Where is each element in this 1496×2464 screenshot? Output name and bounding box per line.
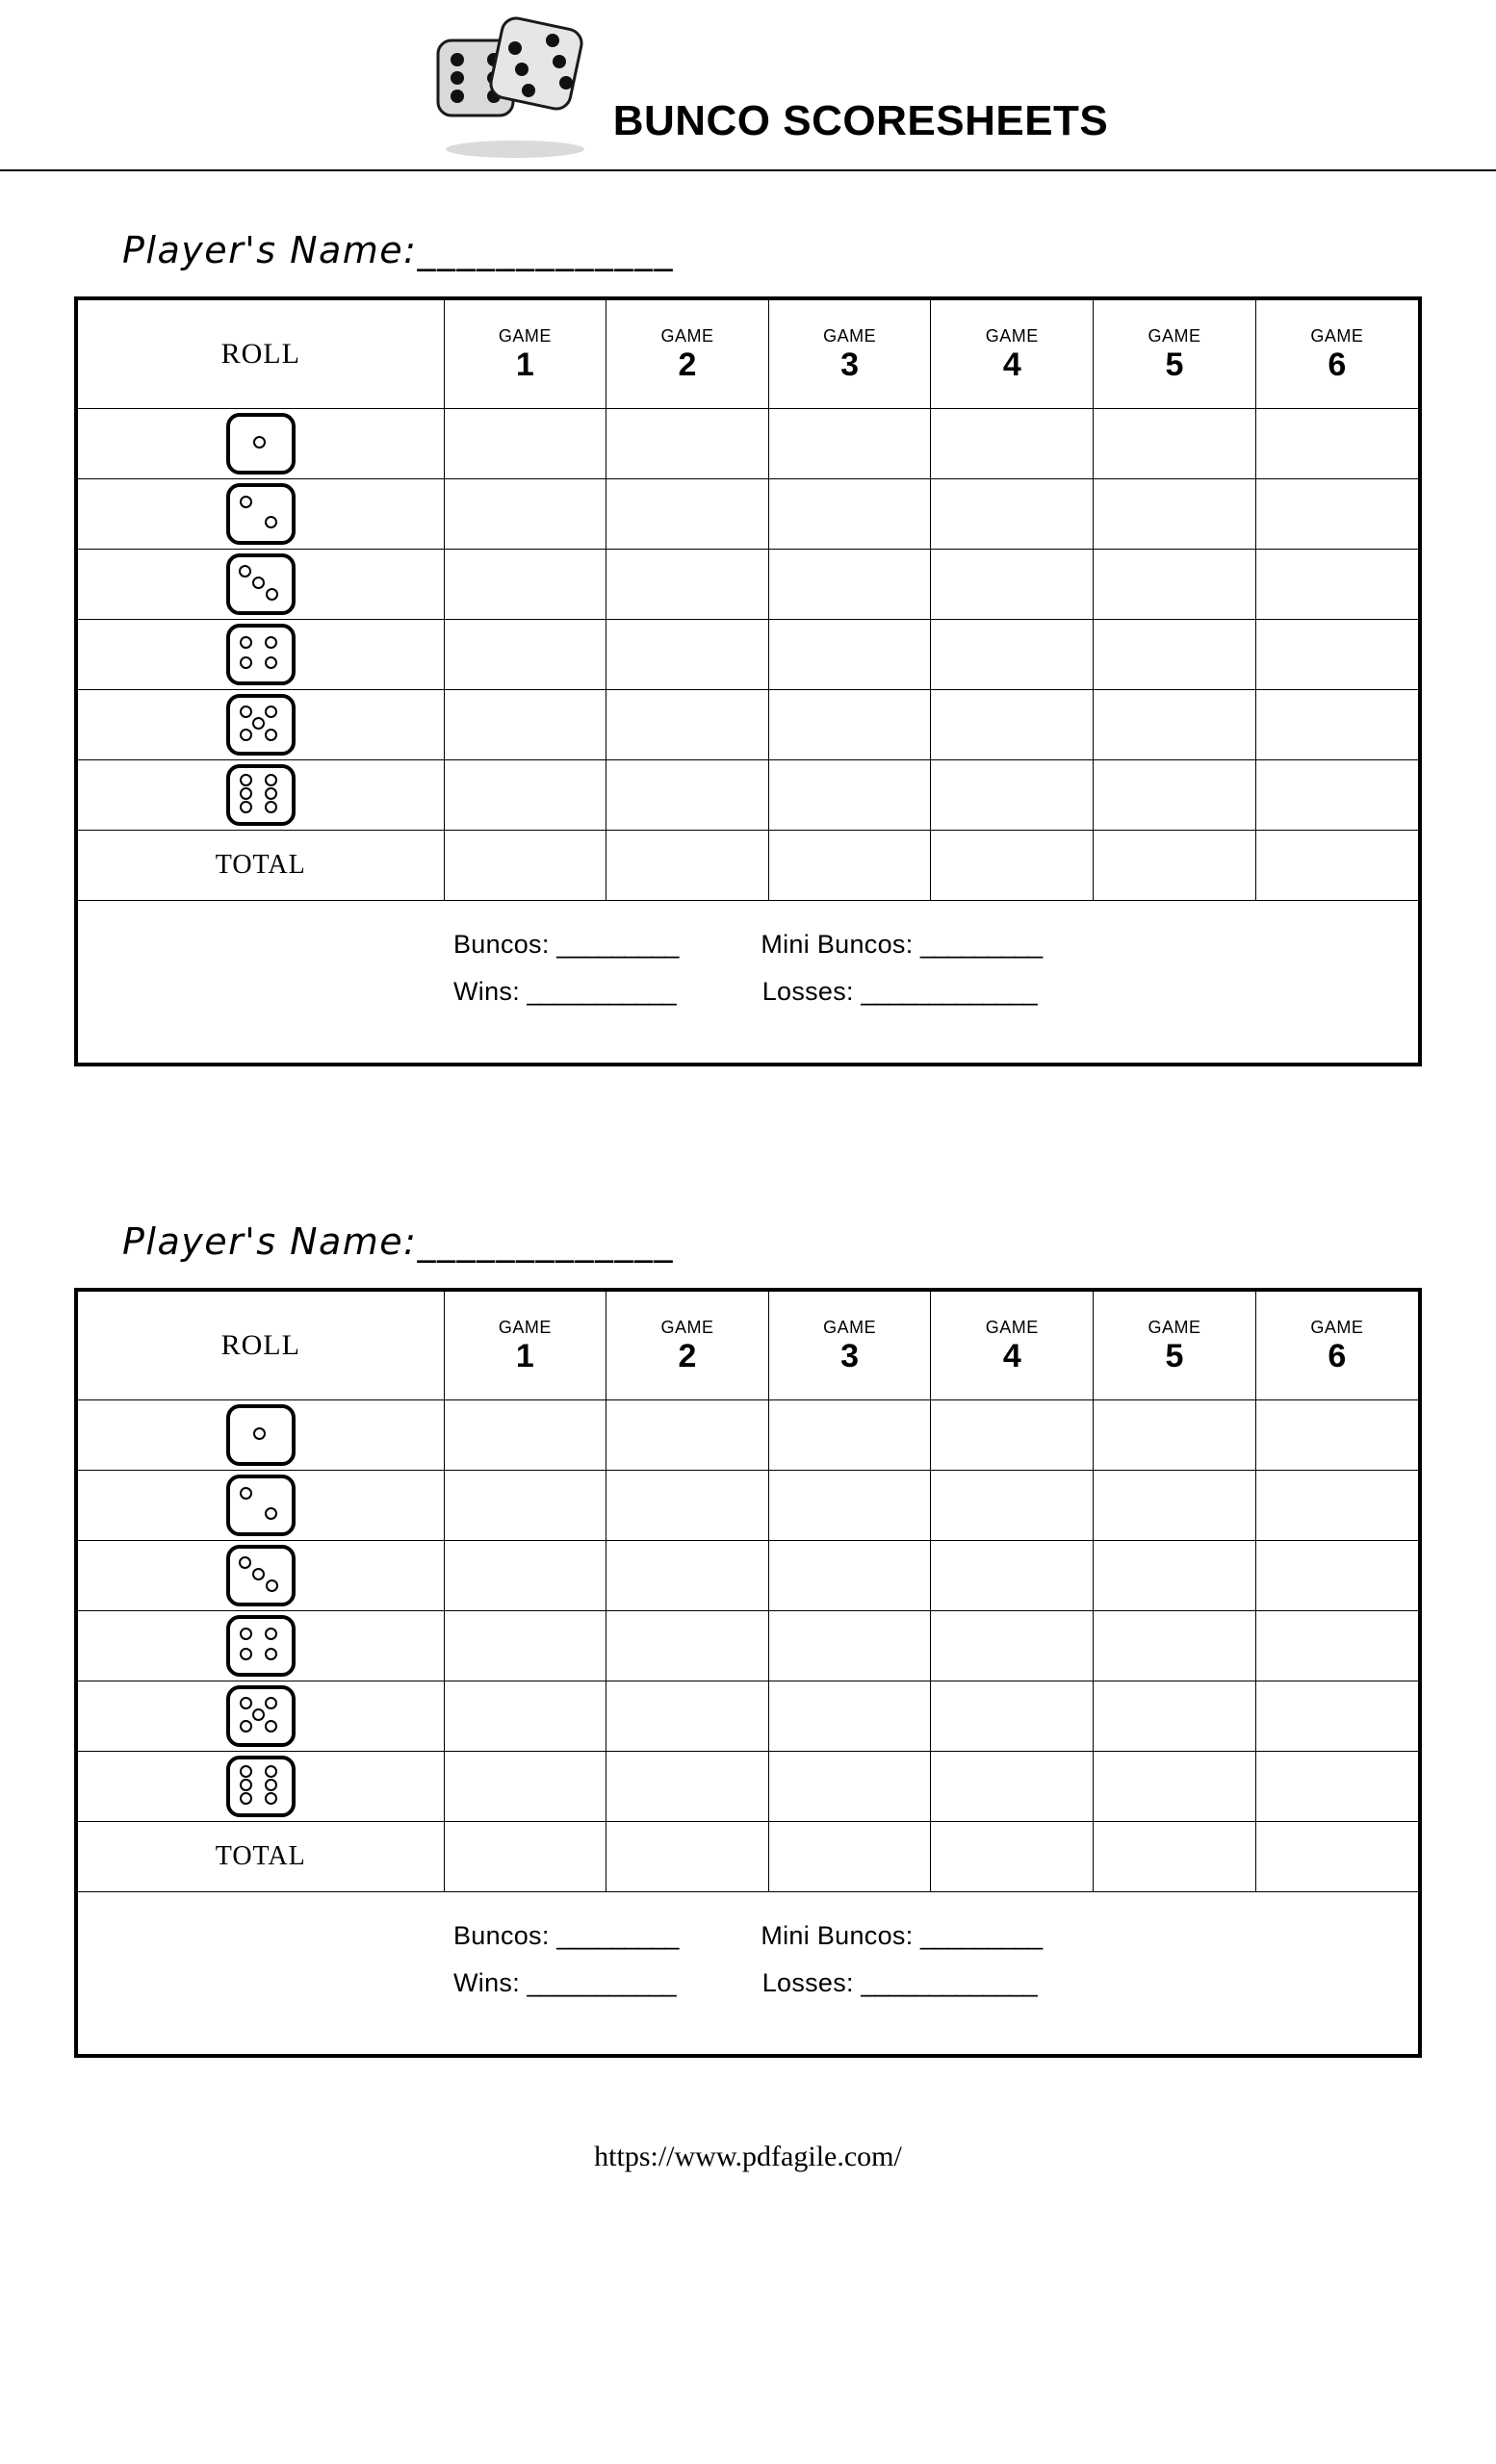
score-cell[interactable] bbox=[606, 1611, 769, 1681]
buncos-label: Buncos: bbox=[453, 930, 550, 959]
die-6-icon bbox=[78, 760, 444, 831]
score-cell[interactable] bbox=[606, 1400, 769, 1471]
table-row bbox=[78, 760, 1418, 831]
game-word: GAME bbox=[985, 1318, 1039, 1338]
score-cell[interactable] bbox=[444, 1681, 606, 1752]
die-6-icon bbox=[78, 1752, 444, 1822]
score-cell[interactable] bbox=[1255, 620, 1418, 690]
mini-buncos-blank: _________ bbox=[920, 1921, 1043, 1950]
table-row bbox=[78, 409, 1418, 479]
game-header-1 bbox=[444, 1292, 606, 1400]
table-row bbox=[78, 620, 1418, 690]
total-cell[interactable] bbox=[444, 1822, 606, 1892]
table-header-row bbox=[78, 1292, 1418, 1400]
score-cell[interactable] bbox=[606, 550, 769, 620]
wins-label: Wins: bbox=[453, 977, 520, 1006]
stats-row-buncos bbox=[78, 1921, 1418, 1951]
game-header-6 bbox=[1255, 1292, 1418, 1400]
player-name-blank: _____________ bbox=[417, 1220, 674, 1263]
score-cell[interactable] bbox=[931, 1681, 1094, 1752]
mini-buncos-label: Mini Buncos: bbox=[761, 1921, 914, 1950]
wins-label: Wins: bbox=[453, 1968, 520, 1997]
losses-label: Losses: bbox=[761, 977, 854, 1006]
score-cell[interactable] bbox=[1094, 550, 1256, 620]
game-header-4 bbox=[931, 300, 1094, 409]
score-cell[interactable] bbox=[931, 1541, 1094, 1611]
scoresheet-2 bbox=[74, 1220, 1422, 2058]
buncos-field[interactable] bbox=[453, 1921, 678, 1951]
score-cell[interactable] bbox=[768, 760, 931, 831]
spacer bbox=[678, 930, 761, 960]
table-total-row bbox=[78, 1822, 1418, 1892]
game-word: GAME bbox=[1310, 326, 1364, 346]
die-2-icon bbox=[78, 1471, 444, 1541]
score-cell[interactable] bbox=[931, 1752, 1094, 1822]
mini-buncos-field[interactable] bbox=[761, 1921, 1042, 1951]
game-number: 2 bbox=[678, 346, 697, 383]
score-cell[interactable] bbox=[444, 620, 606, 690]
game-word: GAME bbox=[1148, 326, 1201, 346]
table-row bbox=[78, 1471, 1418, 1541]
losses-field[interactable] bbox=[762, 1968, 1037, 1998]
score-cell[interactable] bbox=[931, 550, 1094, 620]
score-cell[interactable] bbox=[606, 620, 769, 690]
score-cell[interactable] bbox=[606, 760, 769, 831]
table-row bbox=[78, 1400, 1418, 1471]
score-cell[interactable] bbox=[1255, 1541, 1418, 1611]
stats-section-1 bbox=[78, 901, 1418, 1063]
score-cell[interactable] bbox=[444, 479, 606, 550]
total-cell[interactable] bbox=[444, 831, 606, 901]
score-cell[interactable] bbox=[1255, 1681, 1418, 1752]
die-5-icon bbox=[78, 690, 444, 760]
score-cell[interactable] bbox=[1255, 1752, 1418, 1822]
score-cell[interactable] bbox=[1255, 1611, 1418, 1681]
table-row bbox=[78, 550, 1418, 620]
score-cell[interactable] bbox=[1255, 1400, 1418, 1471]
die-4-icon bbox=[78, 1611, 444, 1681]
spacer bbox=[676, 1968, 762, 1998]
total-cell[interactable] bbox=[1094, 1822, 1256, 1892]
total-label: TOTAL bbox=[78, 1822, 444, 1892]
game-number: 3 bbox=[840, 346, 860, 383]
game-header-2 bbox=[606, 1292, 769, 1400]
score-cell[interactable] bbox=[444, 1541, 606, 1611]
score-cell[interactable] bbox=[1094, 1471, 1256, 1541]
score-cell[interactable] bbox=[444, 550, 606, 620]
score-table-2 bbox=[78, 1292, 1418, 1892]
losses-blank: _____________ bbox=[861, 977, 1037, 1006]
game-word: GAME bbox=[985, 326, 1039, 346]
dice-pair-icon bbox=[426, 12, 600, 166]
score-cell[interactable] bbox=[768, 1611, 931, 1681]
losses-label: Losses: bbox=[761, 1968, 854, 1997]
score-cell[interactable] bbox=[1094, 760, 1256, 831]
score-cell[interactable] bbox=[1094, 409, 1256, 479]
score-cell[interactable] bbox=[606, 1681, 769, 1752]
score-cell[interactable] bbox=[444, 1471, 606, 1541]
total-cell[interactable] bbox=[606, 1822, 769, 1892]
score-cell[interactable] bbox=[606, 1541, 769, 1611]
total-cell[interactable] bbox=[768, 831, 931, 901]
score-cell[interactable] bbox=[606, 409, 769, 479]
total-cell[interactable] bbox=[1255, 831, 1418, 901]
score-cell[interactable] bbox=[768, 620, 931, 690]
score-cell[interactable] bbox=[1255, 409, 1418, 479]
game-number: 6 bbox=[1328, 346, 1347, 383]
score-cell[interactable] bbox=[444, 1400, 606, 1471]
table-row bbox=[78, 1611, 1418, 1681]
die-1-icon bbox=[78, 409, 444, 479]
buncos-field[interactable] bbox=[453, 930, 678, 960]
game-word: GAME bbox=[1148, 1318, 1201, 1338]
game-header-3 bbox=[768, 300, 931, 409]
die-3-icon bbox=[78, 550, 444, 620]
stats-section-2 bbox=[78, 1892, 1418, 2054]
total-cell[interactable] bbox=[768, 1822, 931, 1892]
game-number: 5 bbox=[1165, 1337, 1184, 1374]
table-row bbox=[78, 1752, 1418, 1822]
score-cell[interactable] bbox=[931, 479, 1094, 550]
score-cell[interactable] bbox=[768, 1681, 931, 1752]
player-name-field-2[interactable] bbox=[74, 1220, 1422, 1263]
die-5-icon bbox=[78, 1681, 444, 1752]
footer-url[interactable]: https://www.pdfagile.com/ bbox=[594, 2141, 902, 2172]
wins-blank: ___________ bbox=[527, 977, 676, 1006]
score-cell[interactable] bbox=[606, 690, 769, 760]
score-cell[interactable] bbox=[768, 690, 931, 760]
spacer bbox=[676, 977, 762, 1007]
roll-header: ROLL bbox=[78, 1292, 444, 1400]
page-header bbox=[0, 0, 1496, 171]
score-cell[interactable] bbox=[1255, 1471, 1418, 1541]
total-cell[interactable] bbox=[1094, 831, 1256, 901]
game-word: GAME bbox=[498, 1318, 552, 1338]
score-cell[interactable] bbox=[768, 1400, 931, 1471]
scoresheet-1 bbox=[74, 229, 1422, 1066]
score-cell[interactable] bbox=[931, 1611, 1094, 1681]
wins-blank: ___________ bbox=[527, 1968, 676, 1997]
game-number: 4 bbox=[1002, 1337, 1021, 1374]
header-divider bbox=[0, 169, 1496, 171]
score-cell[interactable] bbox=[444, 1611, 606, 1681]
game-word: GAME bbox=[498, 326, 552, 346]
score-cell[interactable] bbox=[1094, 690, 1256, 760]
losses-field[interactable] bbox=[762, 977, 1037, 1007]
stats-row-wins bbox=[78, 1968, 1418, 1998]
score-cell[interactable] bbox=[606, 479, 769, 550]
score-cell[interactable] bbox=[768, 1471, 931, 1541]
score-cell[interactable] bbox=[768, 409, 931, 479]
score-cell[interactable] bbox=[1094, 1541, 1256, 1611]
spacer bbox=[678, 1921, 761, 1951]
buncos-blank: _________ bbox=[556, 930, 679, 959]
table-row bbox=[78, 1681, 1418, 1752]
page-title: BUNCO SCORESHEETS bbox=[612, 97, 1109, 144]
game-number: 3 bbox=[840, 1337, 860, 1374]
die-1-icon bbox=[78, 1400, 444, 1471]
score-cell[interactable] bbox=[606, 1752, 769, 1822]
game-number: 1 bbox=[515, 346, 534, 383]
game-header-2 bbox=[606, 300, 769, 409]
mini-buncos-label: Mini Buncos: bbox=[761, 930, 914, 959]
total-cell[interactable] bbox=[1255, 1822, 1418, 1892]
game-number: 5 bbox=[1165, 346, 1184, 383]
player-name-label: Player's Name: bbox=[122, 229, 418, 271]
score-cell[interactable] bbox=[1255, 550, 1418, 620]
total-cell[interactable] bbox=[606, 831, 769, 901]
score-card-2 bbox=[74, 1288, 1422, 2058]
score-cell[interactable] bbox=[444, 760, 606, 831]
game-header-6 bbox=[1255, 300, 1418, 409]
total-cell[interactable] bbox=[931, 831, 1094, 901]
score-card-1 bbox=[74, 296, 1422, 1066]
game-word: GAME bbox=[660, 1318, 714, 1338]
score-cell[interactable] bbox=[444, 690, 606, 760]
score-cell[interactable] bbox=[1094, 479, 1256, 550]
game-number: 1 bbox=[515, 1337, 534, 1374]
roll-header: ROLL bbox=[78, 300, 444, 409]
game-number: 6 bbox=[1328, 1337, 1347, 1374]
score-cell[interactable] bbox=[931, 760, 1094, 831]
game-header-4 bbox=[931, 1292, 1094, 1400]
score-cell[interactable] bbox=[768, 1752, 931, 1822]
game-header-5 bbox=[1094, 1292, 1256, 1400]
score-cell[interactable] bbox=[1094, 620, 1256, 690]
score-cell[interactable] bbox=[606, 1471, 769, 1541]
score-cell[interactable] bbox=[931, 620, 1094, 690]
score-cell[interactable] bbox=[931, 409, 1094, 479]
losses-blank: _____________ bbox=[861, 1968, 1037, 1997]
score-cell[interactable] bbox=[931, 1471, 1094, 1541]
score-cell[interactable] bbox=[1094, 1681, 1256, 1752]
stats-row-buncos bbox=[78, 930, 1418, 960]
buncos-blank: _________ bbox=[556, 1921, 679, 1950]
game-word: GAME bbox=[660, 326, 714, 346]
player-name-label: Player's Name: bbox=[122, 1220, 418, 1263]
table-total-row bbox=[78, 831, 1418, 901]
game-word: GAME bbox=[823, 1318, 877, 1338]
score-cell[interactable] bbox=[1094, 1611, 1256, 1681]
score-cell[interactable] bbox=[768, 1541, 931, 1611]
score-cell[interactable] bbox=[768, 479, 931, 550]
die-2-icon bbox=[78, 479, 444, 550]
player-name-blank: _____________ bbox=[417, 229, 674, 271]
score-cell[interactable] bbox=[1255, 690, 1418, 760]
score-table-1 bbox=[78, 300, 1418, 901]
total-cell[interactable] bbox=[931, 1822, 1094, 1892]
die-4-icon bbox=[78, 620, 444, 690]
wins-field[interactable] bbox=[453, 1968, 676, 1998]
game-word: GAME bbox=[823, 326, 877, 346]
score-cell[interactable] bbox=[444, 1752, 606, 1822]
score-cell[interactable] bbox=[1255, 479, 1418, 550]
mini-buncos-field[interactable] bbox=[761, 930, 1042, 960]
stats-row-wins bbox=[78, 977, 1418, 1007]
score-cell[interactable] bbox=[444, 409, 606, 479]
game-header-3 bbox=[768, 1292, 931, 1400]
die-3-icon bbox=[78, 1541, 444, 1611]
table-row bbox=[78, 1541, 1418, 1611]
table-row bbox=[78, 479, 1418, 550]
game-header-1 bbox=[444, 300, 606, 409]
total-label: TOTAL bbox=[78, 831, 444, 901]
mini-buncos-blank: _________ bbox=[920, 930, 1043, 959]
score-cell[interactable] bbox=[1255, 760, 1418, 831]
player-name-field-1[interactable] bbox=[74, 229, 1422, 271]
game-number: 2 bbox=[678, 1337, 697, 1374]
game-header-5 bbox=[1094, 300, 1256, 409]
score-cell[interactable] bbox=[931, 690, 1094, 760]
score-cell[interactable] bbox=[768, 550, 931, 620]
table-header-row bbox=[78, 300, 1418, 409]
game-word: GAME bbox=[1310, 1318, 1364, 1338]
table-row bbox=[78, 690, 1418, 760]
score-cell[interactable] bbox=[1094, 1400, 1256, 1471]
buncos-label: Buncos: bbox=[453, 1921, 550, 1950]
score-cell[interactable] bbox=[931, 1400, 1094, 1471]
game-number: 4 bbox=[1002, 346, 1021, 383]
score-cell[interactable] bbox=[1094, 1752, 1256, 1822]
wins-field[interactable] bbox=[453, 977, 676, 1007]
